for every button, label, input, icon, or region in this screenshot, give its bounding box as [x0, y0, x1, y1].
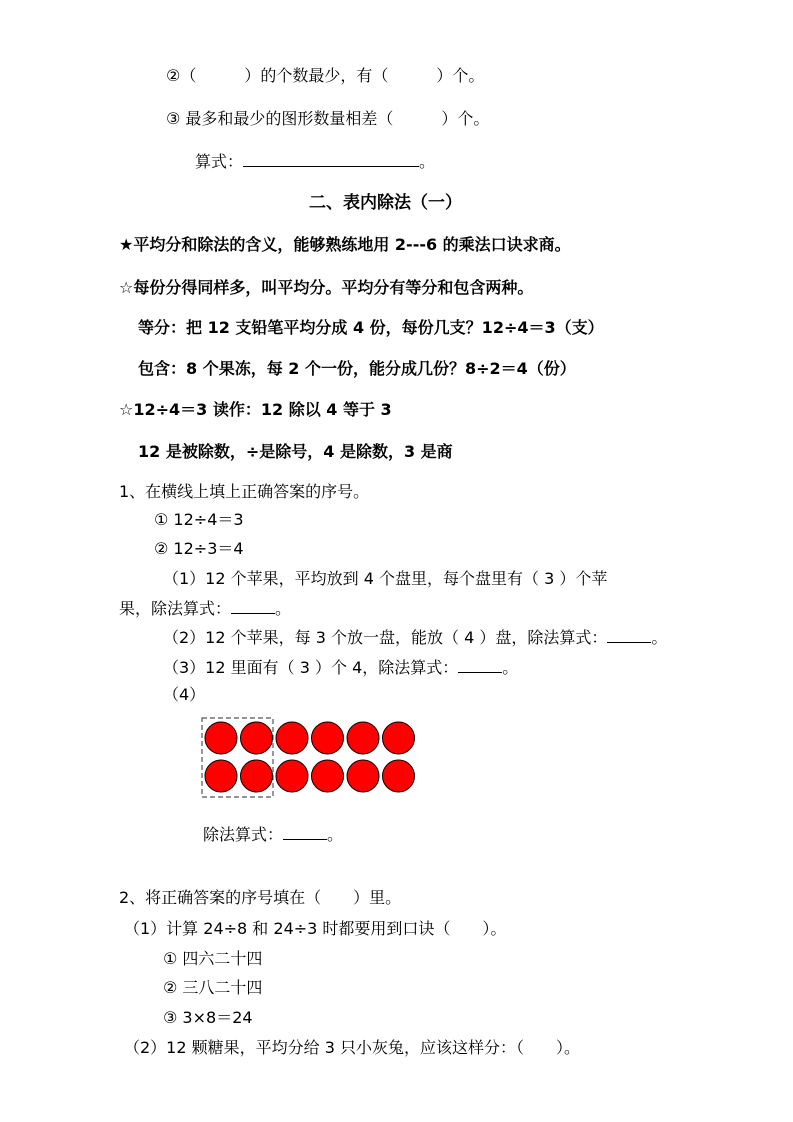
- red-circle: [276, 760, 308, 792]
- exercise-1-item-2: [163, 627, 667, 648]
- exercise-1-item-4: （4）: [163, 685, 206, 704]
- red-circle: [241, 760, 273, 792]
- key-point-1: ★平均分和除法的含义，能够熟练地用 2---6 的乘法口诀求商。: [119, 235, 571, 254]
- item-2-answer-blank[interactable]: [607, 627, 651, 643]
- exercise-2-question-1: （1）计算 24÷8 和 24÷3 时都要用到口诀（ ）。: [124, 919, 507, 938]
- grouping-example: 包含：8 个果冻，每 2 个一份，能分成几份？8÷2＝4（份）: [138, 359, 576, 378]
- exercise-1-option-1: ① 12÷4＝3: [154, 510, 244, 529]
- exercise-2-q1-option-3: ③ 3×8＝24: [163, 1008, 253, 1027]
- key-point-2: ☆每份分得同样多，叫平均分。平均分有等分和包含两种。: [119, 278, 534, 297]
- reading-rule: ☆12÷4＝3 读作：12 除以 4 等于 3: [119, 400, 392, 419]
- item-4-formula-label: 除法算式：: [203, 825, 284, 844]
- item-2-text: （2）12 个苹果，每 3 个放一盘，能放（ 4 ）盘，除法算式：: [163, 628, 608, 647]
- item-3-text: （3）12 里面有（ 3 ）个 4，除法算式：: [163, 658, 459, 677]
- exercise-1-option-2: ② 12÷3＝4: [154, 539, 244, 558]
- exercise-1-item-1-cont: [119, 598, 291, 619]
- red-circle: [312, 722, 344, 754]
- section-title: 二、表内除法（一）: [309, 193, 462, 213]
- exercise-1-item-3: [163, 657, 518, 678]
- formula-label: 算式：: [195, 152, 244, 171]
- red-circle: [347, 760, 379, 792]
- exercise-2-q1-option-1: ① 四六二十四: [163, 949, 263, 968]
- red-circle: [241, 722, 273, 754]
- red-circle: [347, 722, 379, 754]
- question-2-line: ②（ ）的个数最少，有（ ）个。: [166, 66, 485, 85]
- formula-line: [195, 151, 435, 172]
- question-3-line: ③ 最多和最少的图形数量相差（ ）个。: [166, 109, 490, 128]
- exercise-2-heading: 2、将正确答案的序号填在（ ）里。: [119, 888, 402, 907]
- red-circle: [383, 760, 415, 792]
- red-circle: [312, 760, 344, 792]
- red-circle: [205, 722, 237, 754]
- formula-period: 。: [419, 152, 436, 171]
- circles-figure: [199, 716, 424, 800]
- item-4-answer-blank[interactable]: [283, 824, 327, 840]
- item-4-period: 。: [327, 825, 344, 844]
- item-2-period: 。: [651, 628, 668, 647]
- exercise-1-heading: 1、在横线上填上正确答案的序号。: [119, 482, 370, 501]
- exercise-1-item-1: （1）12 个苹果，平均放到 4 个盘里，每个盘里有（ 3 ）个苹: [163, 569, 608, 588]
- item-1-formula-label: 果，除法算式：: [119, 599, 232, 618]
- circle-grid: [205, 722, 415, 792]
- division-terms: 12 是被除数，÷是除号，4 是除数，3 是商: [138, 442, 453, 461]
- item-1-answer-blank[interactable]: [231, 598, 275, 614]
- red-circle: [276, 722, 308, 754]
- red-circle: [205, 760, 237, 792]
- item-3-period: 。: [502, 658, 519, 677]
- exercise-2-q1-option-2: ② 三八二十四: [163, 978, 263, 997]
- red-circle: [383, 722, 415, 754]
- equal-share-example: 等分：把 12 支铅笔平均分成 4 份，每份几支？12÷4＝3（支）: [138, 318, 604, 337]
- exercise-2-question-2: （2）12 颗糖果，平均分给 3 只小灰兔，应该这样分：（ ）。: [124, 1038, 580, 1057]
- formula-answer-blank[interactable]: [243, 151, 419, 167]
- item-1-period: 。: [275, 599, 292, 618]
- item-3-answer-blank[interactable]: [458, 657, 502, 673]
- exercise-1-item-4-formula: [203, 824, 343, 845]
